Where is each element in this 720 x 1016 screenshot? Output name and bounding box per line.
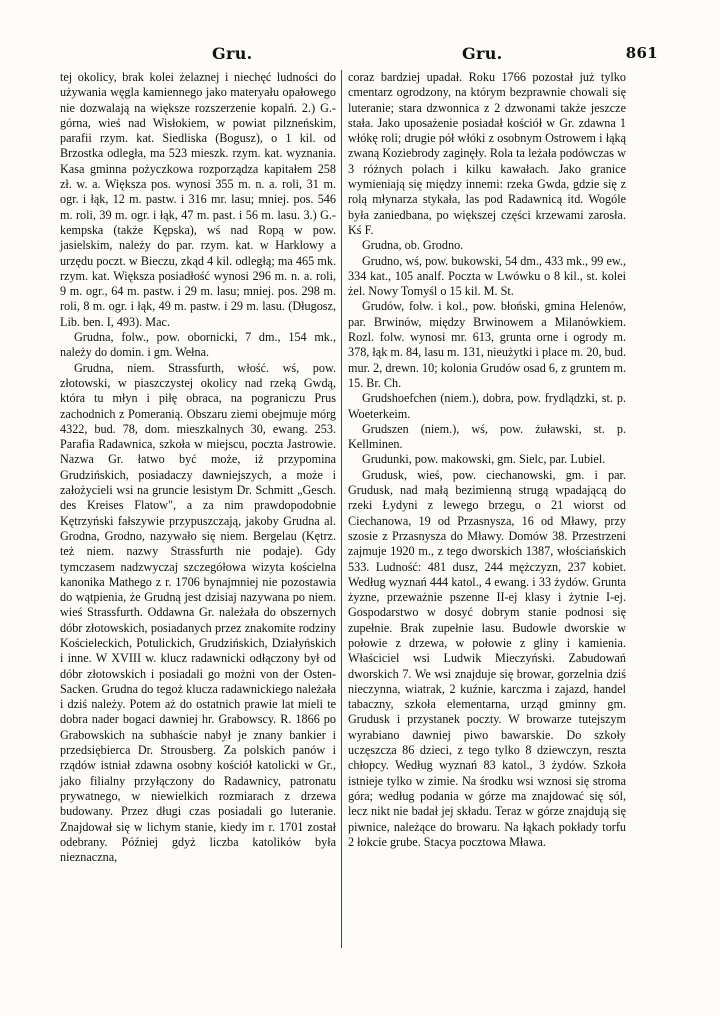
running-head-left: Gru. xyxy=(212,44,253,63)
page-number: 861 xyxy=(625,44,658,62)
running-head-right: Gru. xyxy=(462,44,503,63)
paragraph: Grudszen (niem.), wś, pow. żuławski, st. p. Kellminen. xyxy=(348,421,626,452)
column-divider xyxy=(341,70,342,948)
paragraph: Grudunki, pow. makowski, gm. Sielc, par. Lubiel. xyxy=(362,452,606,467)
paragraph: Grudna, folw., pow. obornicki, 7 dm., 154 mk., należy do domin. i gm. Wełna. xyxy=(60,330,336,360)
page-header xyxy=(60,44,660,66)
paragraph: tej okolicy, brak kolei żelaznej i niechęć ludności do używania węgla kamiennego jako materyału opałowego nie dozwalają na większe rozszerzenie kopalń. 2.) G.-górna, wieś nad Wisłokiem, w powiat pilzneńskim, parafii rzym. kat. Siedliska (Bogusz), o 1 kil. od Brzostka odległa, ma 523 mieszk. rzym. kat. wyznania. Kasa gminna pożyczkowa rozporządza kapitałem 258 zł. w. a. Większa pos. wynosi 355 m. n. a. roli, 31 m. ogr. i łąk, 12 m. pastw. i 316 mr. lasu; mniej. pos. 546 m. roli, 39 m. ogr. i łąk, 47 m. past. i 56 m. lasu. 3.) G.-kempska (także Kępska), wś nad Ropą w pow. jasielskim, należy do par. rzym. kat. w Harklowy a urzędu poczt. w Bieczu, zkąd 4 kil. odległą; ma 465 mk. rzym. kat. Większa posiadłość wynosi 296 m. n. a. roli, 9 m. ogr., 64 m. pastw. i 29 m. lasu; mniej. pos. 298 m. roli, 8 m. ogr. i łąk, 49 m. pastw. i 29 m. lasu. (Długosz, Lib. ben. I, 493). Mac. xyxy=(60,70,336,329)
paragraph: Grudna, ob. Grodno. xyxy=(362,238,464,253)
paragraph: Grudno, wś, pow. bukowski, 54 dm., 433 mk., 99 ew., 334 kat., 105 analf. Poczta w Lwówku o 8 kil., st. kolei żel. Nowy Tomyśl o 15 kil. M. St. xyxy=(348,253,626,299)
paragraph: Grudusk, wieś, pow. ciechanowski, gm. i par. Grudusk, nad małą bezimienną strugą wpadającą do rzeki Łydyni z lewego brzegu, o 21 wiorst od Ciechanowa, 19 od Przasnysza, 16 od Mławy, przy szosie z Przasnysza do Mławy. Domów 38. Przestrzeni zajmuje 1920 m., z tego dworskich 1387, włościańskich 533. Ludność: 481 dusz, 244 mężczyzn, 237 kobiet. Według wyznań 444 katol., 4 ewang. i 33 żydów. Grunta żyzne, przeważnie pszenne II-ej klasy i żytnie I-ej. Gospodarstwo w dosyć dobrym stanie podnosi się zupełnie. Brak zupełnie lasu. Budowle dworskie w połowie z drzewa, w połowie z gliny i kamienia. Właściciel wsi Ludwik Mieczyński. Zabudowań dworskich 7. We wsi znajduje się browar, gorzelnia dziś nieczynna, wiatrak, 2 kuźnie, karczma i zajazd, handel tabaczny, szkoła elementarna, urząd gminny gm. Grudusk i przystanek poczty. W browarze tutejszym wyrabiano dawniej piwo bawarskie. Do szkoły uczęszcza 86 dzieci, z tego tylko 8 dziewczyn, reszta chłopcy. Według wyznań 83 katol., 3 żydów. Szkoła istnieje tylko w zimie. Na środku wsi wznosi się stroma góra; według podania w górze ma znajdować się sól, lecz nikt nie badał jej składu. Teraz w górze znajdują się piwnice, należące do browaru. Na łąkach pokłady torfu 2 łokcie grube. Stacya pocztowa Mława. xyxy=(348,467,626,849)
paragraph: Grudów, folw. i kol., pow. błoński, gmina Helenów, par. Brwinów, między Brwinowem a Milanówkiem. Rozl. folw. wynosi mr. 613, grunta orne i ogrody m. 378, łąk m. 84, lasu m. 131, nieużytki i place m. 20, bud. mur. 2, drewn. 10; kolonia Grudów osad 6, z gruntem m. 15. Br. Ch. xyxy=(348,299,626,390)
paragraph: Grudshoefchen (niem.), dobra, pow. frydlądzki, st. p. Woeterkeim. xyxy=(348,391,626,421)
right-column xyxy=(348,70,626,850)
paragraph: coraz bardziej upadał. Roku 1766 pozostał już tylko cmentarz ogrodzony, na którym bezprawnie chowali się luteranie; stara dzwonnica z 2 dzwonami także jeszcze stała. Jako uposażenie posiadał kościół w Gr. zdawna 1 włókę roli; drugie pół włóki z osobnym Ostrowem i łąką zwaną Koziebrody zaginęły. Rola ta leżała podówczas w 3 różnych polach i kilku kawałach. Jako granice wymieniają się między innemi: rzeka Gwda, gdzie się z rolą młynarza stykała, las pod Radawnicą itd. Wogóle była zaniedbana, po większej części krzewami zarosła. Kś F. xyxy=(348,70,626,237)
left-column xyxy=(60,70,336,865)
paragraph: Grudna, niem. Strassfurth, włość. wś, pow. złotowski, w piaszczystej okolicy nad rzeką Gwdą, która tu młyn i piłę obraca, na pograniczu Prus zachodnich z Pomeranią. Obszaru ziemi obejmuje mórg 4322, bud. 78, dom. mieszkalnych 30, ewang. 253. Parafia Radawnica, szkoła w miejscu, poczta Jastrowie. Nazwa Gr. łatwo być może, iż przypomina Grudzińskich, posiadaczy dawniejszych, a może i założycieli wsi na gruncie lesistym Dr. Schmitt „Gesch. des Kreises Flatow", a za nim prawdopodobnie Kętrzyński fałszywie przypuszczają, jakoby Grudna al. Grodna, Grodno, nazywało się niem. Bergelau (Kętrz. też niem. nazwy Strassfurth nie podaje). Gdy tymczasem nadzwyczaj szczegółowa wizyta kościelna kanonika Mathego z r. 1706 bynajmniej nie pozostawia do wątpienia, że Grudną jest dzisiaj nazywana po niem. wieś Strassfurth. Oddawna Gr. należała do obszernych dóbr złotowskich, posiadanych przez znakomite rodziny Kościeleckich, Potulickich, Grudzińskich, Działyńskich i inne. W XVIII w. klucz radawnicki odłączony był od dóbr złotowskich i posiadali go możni von der Osten-Sacken. Grudna do tegoż klucza radawnickiego należała i dziś należy. Potem aż do ostatnich prawie lat mieli te dobra nader bogaci dawniej hr. Grabowscy. R. 1866 po Grabowskich na subhaście nabył je znany bankier i przedsiębierca Dr. Strousberg. Za polskich panów i rządów istniał zdawna osobny kościół katolicki w Gr., jako filialny przyłączony do Radawnicy, patronatu prywatnego, w niewielkich rozmiarach z drzewa budowany. Przez długi czas posiadali go luteranie. Znajdował się w lichym stanie, kiedy im r. 1701 został odebrany. Później gdyż liczba katolików była nieznaczna, xyxy=(60,360,336,865)
